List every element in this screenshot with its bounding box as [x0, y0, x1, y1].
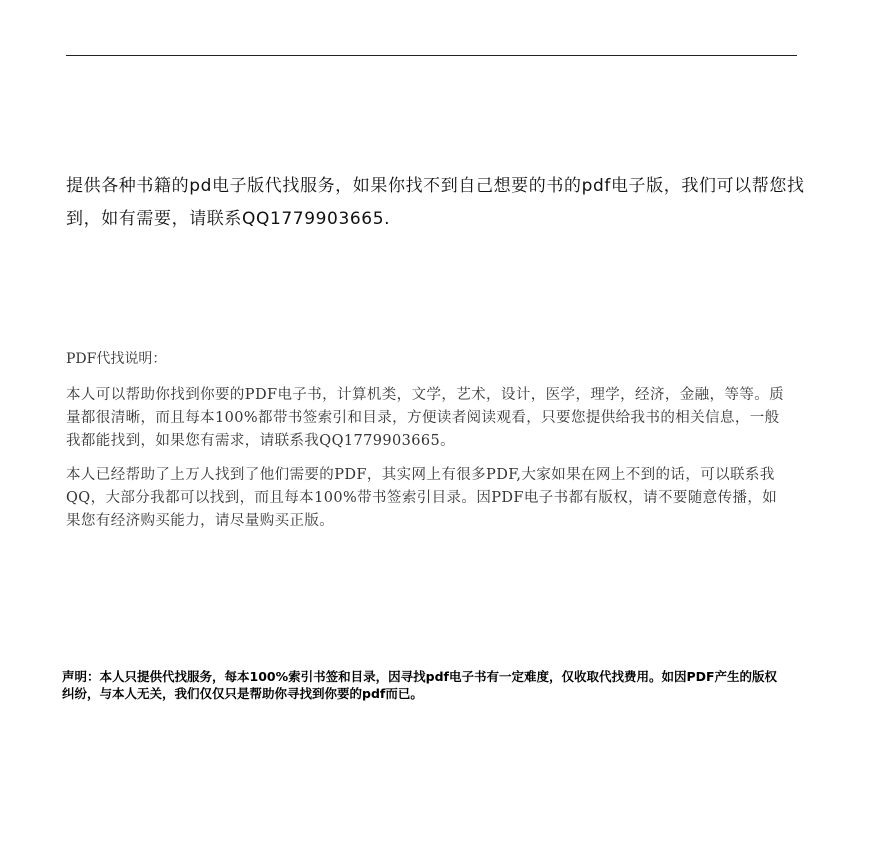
explanation-title: PDF代找说明： [66, 351, 167, 367]
intro-section [66, 170, 806, 236]
intro-text: 提供各种书籍的pd电子版代找服务，如果你找不到自己想要的书的pdf电子版，我们可以帮您找到，如有需要，请联系QQ1779903665. [66, 176, 805, 229]
disclaimer-text: 声明：本人只提供代找服务，每本100%索引书签和目录，因寻找pdf电子书有一定难度，仅收取代找费用。如因PDF产生的版权纠纷，与本人无关，我们仅仅只是帮助你寻找到你要的pdf而已。 [62, 669, 778, 701]
explanation-section [66, 348, 786, 544]
top-divider [66, 55, 797, 56]
explanation-paragraph-2: 本人已经帮助了上万人找到了他们需要的PDF，其实网上有很多PDF,大家如果在网上不到的话，可以联系我QQ，大部分我都可以找到，而且每本100%带书签索引目录。因PDF电子书都有版权，请不要随意传播，如果您有经济购买能力，请尽量购买正版。 [66, 467, 778, 529]
explanation-paragraph-1: 本人可以帮助你找到你要的PDF电子书，计算机类，文学，艺术，设计，医学，理学，经济，金融，等等。质量都很清晰，而且每本100%都带书签索引和目录，方便读者阅读观看，只要您提供给我书的相关信息，一般我都能找到，如果您有需求，请联系我QQ1779903665。 [66, 387, 785, 449]
